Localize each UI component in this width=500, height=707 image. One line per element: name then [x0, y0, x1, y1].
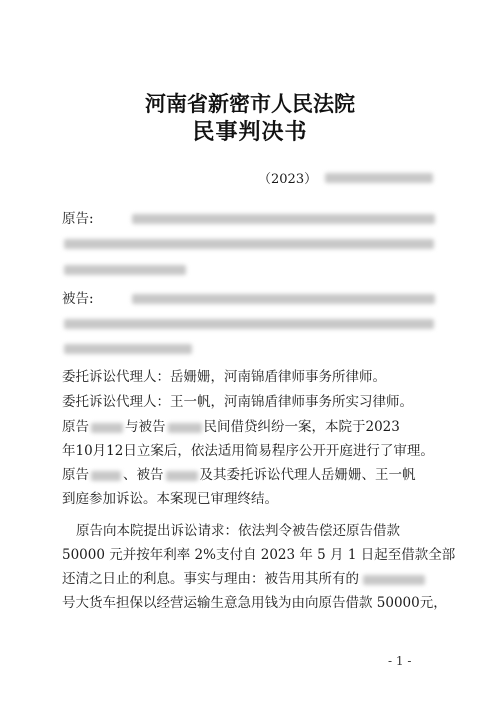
redacted-plaintiff-info-2	[64, 239, 434, 249]
plaintiff-label: 原告:	[62, 211, 94, 227]
text-segment: 及其委托诉讼代理人岳姗姗、王一帆	[199, 467, 416, 483]
paragraph1-line4: 到庭参加诉讼。本案现已审理终结。	[62, 491, 278, 507]
text-segment: 民间借贷纠纷一案，本院于2023	[203, 419, 400, 435]
paragraph1-line3	[62, 467, 416, 483]
paragraph2-line4: 号大货车担保以经营运输生意急用钱为由向原告借款 50000元，	[62, 595, 447, 611]
agent-line-2: 委托诉讼代理人：王一帆，河南锦盾律师事务所实习律师。	[62, 394, 413, 410]
redacted-name	[91, 471, 121, 481]
plaintiff-line	[62, 211, 94, 227]
text-segment: 与被告	[125, 419, 166, 435]
agent-line-1: 委托诉讼代理人：岳姗姗，河南锦盾律师事务所律师。	[62, 369, 386, 385]
text-segment: 原告	[62, 419, 89, 435]
case-number	[258, 168, 433, 187]
paragraph1-line1	[62, 419, 400, 435]
text-segment: 还清之日止的利息。事实与理由：被告用其所有的	[62, 571, 359, 587]
redacted-plaintiff-info-3	[64, 265, 186, 275]
redacted-case-number	[325, 173, 433, 183]
text-segment: 、被告	[123, 467, 164, 483]
redacted-defendant-info-3	[64, 344, 192, 354]
defendant-line	[62, 291, 94, 307]
document-type: 民事判决书	[192, 119, 308, 145]
page-number: - 1 -	[388, 654, 412, 668]
paragraph2-line3	[62, 571, 425, 587]
redacted-plaintiff-info-1	[132, 214, 435, 224]
redacted-plate-number	[363, 575, 425, 585]
paragraph2-line1: 原告向本院提出诉讼请求：依法判令被告偿还原告借款	[76, 523, 400, 539]
redacted-name	[168, 423, 202, 433]
redacted-defendant-info-2	[64, 319, 434, 329]
paragraph1-line2: 年10月12日立案后，依法适用简易程序公开开庭进行了审理。	[62, 443, 434, 459]
case-year: （2023）	[258, 172, 318, 187]
court-name: 河南省新密市人民法院	[145, 91, 355, 116]
redacted-name	[91, 423, 123, 433]
paragraph2-line2: 50000 元并按年利率 2%支付自 2023 年 5 月 1 日起至借款全部	[62, 547, 456, 563]
redacted-name	[166, 471, 198, 481]
redacted-defendant-info-1	[132, 294, 435, 304]
text-segment: 原告	[62, 467, 89, 483]
defendant-label: 被告:	[62, 291, 94, 307]
